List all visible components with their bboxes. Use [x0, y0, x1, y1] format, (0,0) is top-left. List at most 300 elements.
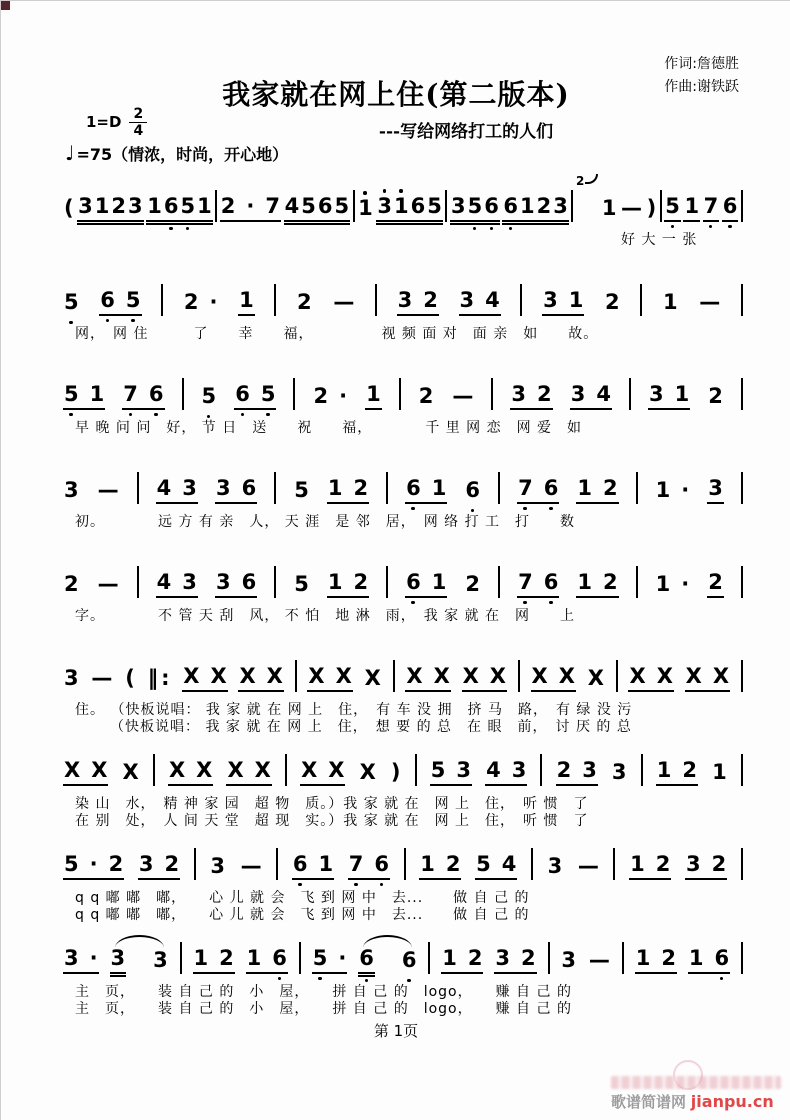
- lyrics-block: [63, 796, 743, 830]
- credits: [664, 53, 739, 99]
- note: 5: [312, 946, 328, 970]
- page-number: 第 1页: [373, 1022, 419, 1040]
- barline: [616, 660, 618, 692]
- note: 2: [708, 384, 723, 408]
- barline: [640, 284, 642, 316]
- note: 2: [219, 946, 234, 970]
- note: 2: [465, 572, 481, 596]
- note: 3: [397, 288, 413, 312]
- barline: [299, 942, 301, 974]
- score-line: [63, 454, 743, 548]
- note: 3: [459, 288, 475, 312]
- barline: [741, 378, 743, 410]
- note: ·: [339, 384, 348, 408]
- note-group: [547, 856, 564, 880]
- barline: [393, 660, 395, 692]
- note-group: [209, 856, 226, 880]
- barline: [660, 190, 662, 222]
- note: 6: [410, 194, 426, 218]
- barline: [215, 190, 217, 222]
- note: X: [335, 664, 352, 688]
- note: 1: [431, 570, 447, 594]
- barline: [629, 378, 631, 410]
- note-group: [234, 384, 276, 410]
- notes-row: [63, 548, 743, 602]
- lyric-row: 网， 网 住 了 幸 福， 视 频 面 对 面 亲 如 故。: [75, 326, 599, 342]
- note: 7: [348, 852, 364, 876]
- note-group: [685, 854, 727, 880]
- notes-row: [63, 172, 743, 226]
- note: X: [91, 758, 108, 782]
- barline: [386, 472, 388, 504]
- lyrics-block: [63, 232, 743, 249]
- barline: [445, 190, 447, 222]
- note-group: [168, 760, 213, 786]
- note: 6: [543, 476, 559, 500]
- note: X: [196, 758, 213, 782]
- note: 6: [100, 288, 115, 312]
- tempo-text: =75（情浓，时尚，开心地）: [76, 144, 289, 164]
- score-line: [63, 172, 743, 266]
- note: 5: [476, 852, 491, 876]
- note-group: [628, 666, 673, 692]
- barline: [274, 284, 276, 316]
- note: 3: [708, 476, 723, 500]
- barline: [194, 848, 196, 880]
- barline: [428, 942, 430, 974]
- note: 2: [655, 852, 671, 876]
- note: 3: [377, 194, 392, 218]
- barline: [741, 190, 743, 222]
- barline: [741, 566, 743, 598]
- note: 6: [722, 194, 738, 218]
- note-group: [656, 760, 698, 786]
- note-group: [576, 478, 618, 504]
- lyric-row: 字。 不 管 天 刮 风， 不 怕 地 淋 雨， 我 家 就 在 网 上: [75, 608, 576, 624]
- note-group: [430, 760, 472, 786]
- lyric-row: 初。 远 方 有 亲 人， 天 涯 是 邻 居， 网 络 打 工 打 数: [75, 514, 576, 530]
- note-group: [122, 762, 140, 786]
- note-group: [655, 480, 691, 504]
- barline: [274, 566, 276, 598]
- note-group: [63, 292, 80, 316]
- note: X: [122, 760, 139, 784]
- note-group: [587, 668, 605, 692]
- watermark-site-name: 歌谱简谱网: [611, 1093, 687, 1111]
- note: 5: [201, 384, 217, 408]
- note: ·: [681, 572, 690, 596]
- time-denominator: 4: [133, 122, 144, 139]
- note-group: [365, 384, 382, 410]
- lyric-row: 在 别 处， 人 间 天 堂 超 现 实。）我 家 就 在 网 上 住， 听 惯 了: [75, 813, 589, 829]
- note-group: [99, 290, 141, 316]
- note: X: [433, 664, 450, 688]
- note-group: [464, 574, 481, 598]
- note: —: [333, 290, 355, 314]
- note: 2: [313, 384, 329, 408]
- note: 3: [456, 758, 471, 782]
- score-line: [63, 548, 743, 642]
- note: ·: [89, 852, 98, 876]
- note-group: [312, 386, 348, 410]
- note: 6: [272, 946, 287, 970]
- lyrics-block: [63, 608, 743, 625]
- note: 1: [89, 382, 105, 406]
- barline: [161, 284, 163, 316]
- score: [1, 166, 790, 1018]
- watermark-domain: jianpu.cn: [690, 1092, 774, 1111]
- note: 3: [153, 948, 168, 972]
- repeat-sign: [147, 668, 172, 692]
- note: 1: [246, 946, 262, 970]
- note-group: [284, 196, 351, 222]
- score-line: [63, 642, 743, 736]
- lyrics-block: [63, 702, 743, 736]
- note: 2: [108, 852, 124, 876]
- note: 6: [317, 194, 333, 218]
- note: 2: [682, 758, 698, 782]
- note: X: [328, 758, 345, 782]
- note-group: [238, 666, 283, 692]
- barline: [386, 566, 388, 598]
- barline: [182, 378, 184, 410]
- note: —: [588, 948, 610, 972]
- note-group: [90, 668, 113, 692]
- note: 2: [183, 290, 199, 314]
- note: 1: [601, 196, 617, 220]
- note: 1: [318, 852, 334, 876]
- barline: [295, 660, 297, 692]
- note-group: [451, 386, 474, 410]
- lyrics-block: [63, 514, 743, 531]
- tie-group: [358, 948, 417, 974]
- note: 1: [635, 946, 651, 970]
- barline: [571, 190, 573, 222]
- note: (: [64, 196, 74, 220]
- barline: [548, 942, 550, 974]
- note: 2: [708, 570, 723, 594]
- note: 1: [655, 478, 671, 502]
- lyric-row: 主 页， 装 自 己 的 小 屋， 拼 自 己 的 logo， 赚 自 己 的: [75, 1001, 572, 1017]
- note: 3: [570, 382, 586, 406]
- notes-row: [63, 736, 743, 790]
- note: 4: [156, 476, 172, 500]
- note: 1: [147, 194, 162, 218]
- score-line: [63, 924, 743, 1018]
- barline: [636, 566, 638, 598]
- note: 1: [674, 382, 690, 406]
- header: [1, 1, 790, 166]
- note-group: [450, 196, 500, 222]
- note: 6: [241, 476, 257, 500]
- note-group: [418, 386, 435, 410]
- note: 3: [543, 288, 558, 312]
- note: 5: [294, 572, 309, 596]
- note: 1: [519, 194, 535, 218]
- note: 1: [358, 196, 373, 220]
- key-label: 1=D: [86, 113, 122, 131]
- note-group: [359, 762, 377, 786]
- note: 1: [712, 760, 727, 784]
- lyric-row: 染 山 水， 精 神 家 园 超 物 质。）我 家 就 在 网 上 住， 听 惯 了: [75, 796, 589, 812]
- note-group: [63, 384, 105, 410]
- note-group: [475, 854, 517, 880]
- barline: [622, 942, 624, 974]
- note: —: [699, 290, 721, 314]
- note: 2: [536, 194, 552, 218]
- note-group: [296, 292, 313, 316]
- note-group: [405, 572, 447, 598]
- note-group: [220, 196, 281, 222]
- barline: [741, 660, 743, 692]
- note: 1: [577, 476, 592, 500]
- note: 6: [406, 476, 421, 500]
- note-group: [577, 856, 600, 880]
- score-line: [63, 360, 743, 454]
- note-group: [405, 478, 447, 504]
- note: 7: [703, 194, 719, 218]
- note: 3: [182, 476, 197, 500]
- barline: [399, 378, 401, 410]
- note: 3: [182, 570, 197, 594]
- note-group: [707, 478, 724, 504]
- note-group: [63, 480, 80, 504]
- score-line: [63, 830, 743, 924]
- note: 6: [714, 946, 730, 970]
- lyric-row: 住。 （快板说唱： 我 家 就 在 网 上 住， 有 车 没 拥 挤 马 路， 有 绿 没 污: [75, 702, 633, 718]
- note-group: [588, 950, 611, 974]
- note: 6: [406, 570, 421, 594]
- note: (: [125, 666, 135, 690]
- watermark: [611, 1076, 781, 1112]
- note: 1: [630, 852, 645, 876]
- note-group: [517, 572, 559, 598]
- note: X: [301, 758, 318, 782]
- note: 2: [423, 288, 438, 312]
- note-group: [307, 666, 352, 692]
- note: 7: [518, 570, 533, 594]
- note-group: [685, 666, 730, 692]
- note-group: [405, 666, 450, 692]
- notes-row: [63, 924, 743, 978]
- note: 1: [327, 570, 343, 594]
- note: —: [621, 196, 643, 220]
- lyric-row: （快板说唱： 我 家 就 在 网 上 住， 想 要 的 总 在 眼 前， 讨 厌 的 总: [110, 719, 632, 735]
- note: 3: [561, 948, 577, 972]
- note-group: [240, 856, 263, 880]
- watermark-text: [611, 1091, 781, 1112]
- note-group: [502, 196, 569, 222]
- note: 2: [556, 758, 572, 782]
- note-group: [193, 948, 235, 974]
- note: 5: [64, 382, 79, 406]
- note: 2: [661, 946, 676, 970]
- note: 3: [495, 946, 510, 970]
- note: 2: [418, 384, 434, 408]
- note: 1: [94, 194, 110, 218]
- note: X: [712, 664, 730, 688]
- note: 3: [128, 194, 143, 218]
- note-group: [364, 668, 382, 692]
- note: 2: [602, 570, 618, 594]
- note: 6: [292, 852, 308, 876]
- note: 6: [543, 570, 559, 594]
- barline: [741, 754, 743, 786]
- watermark-blur: [611, 1076, 781, 1089]
- lyrics-block: [63, 420, 743, 437]
- barline: [636, 472, 638, 504]
- note-group: [683, 196, 700, 222]
- note: 7: [123, 382, 138, 406]
- note: 3: [685, 852, 701, 876]
- note-group: [485, 760, 527, 786]
- barline: [498, 472, 500, 504]
- note-group: [664, 196, 681, 222]
- note: ·: [338, 946, 347, 970]
- note: 1: [568, 288, 584, 312]
- note: 2: [537, 382, 552, 406]
- barline: [180, 942, 182, 974]
- note-group: [182, 666, 227, 692]
- note: —: [240, 854, 262, 878]
- note: 2: [353, 570, 369, 594]
- lyrics-block: [63, 984, 743, 1018]
- note: 3: [210, 854, 225, 878]
- note: 3: [215, 570, 231, 594]
- note: 1: [656, 758, 672, 782]
- note: 5: [125, 288, 141, 312]
- note: 2: [467, 946, 483, 970]
- note-group: [357, 198, 374, 222]
- note: X: [462, 664, 479, 688]
- note: 3: [648, 382, 664, 406]
- note: 4: [596, 382, 611, 406]
- note: 1: [662, 290, 678, 314]
- barline: [491, 378, 493, 410]
- note: 3: [110, 946, 126, 970]
- note: X: [308, 664, 325, 688]
- note: 1: [442, 946, 457, 970]
- note-group: [401, 950, 418, 974]
- note: 3: [611, 760, 627, 784]
- note: 6: [163, 194, 179, 218]
- note-group: [688, 948, 730, 974]
- notes-row: [63, 642, 743, 696]
- barline: [153, 754, 155, 786]
- note: 6: [241, 570, 257, 594]
- note-group: [97, 480, 120, 504]
- note: 1: [577, 570, 592, 594]
- note: X: [629, 664, 646, 688]
- note: 1: [431, 476, 447, 500]
- note: 4: [156, 570, 172, 594]
- barline: [741, 942, 743, 974]
- note: 3: [64, 478, 79, 502]
- note-group: [703, 196, 720, 222]
- note: —: [452, 384, 474, 408]
- note-group: [327, 478, 369, 504]
- note-group: [397, 290, 439, 316]
- notes-row: [63, 830, 743, 884]
- lyric-row: 主 页， 装 自 己 的 小 屋， 拼 自 己 的 logo， 赚 自 己 的: [75, 984, 572, 1000]
- note-group: [152, 950, 169, 974]
- note: X: [210, 664, 227, 688]
- note: 5: [467, 194, 483, 218]
- note: —: [577, 854, 599, 878]
- note: ·: [681, 478, 690, 502]
- note: X: [359, 760, 376, 784]
- note: X: [254, 758, 271, 782]
- note-group: [122, 384, 164, 410]
- note-group: [517, 478, 559, 504]
- note: 3: [64, 946, 79, 970]
- note: 3: [215, 476, 231, 500]
- note: 5: [301, 194, 316, 218]
- note-group: [183, 292, 219, 316]
- note-group: [604, 292, 621, 316]
- note-group: [531, 666, 576, 692]
- note: 2: [711, 852, 727, 876]
- note-group: [441, 948, 483, 974]
- note-group: [635, 948, 677, 974]
- barline: [137, 566, 139, 598]
- note: X: [64, 758, 81, 782]
- note-group: [698, 292, 721, 316]
- note: 3: [138, 852, 154, 876]
- note: 5: [64, 290, 79, 314]
- note: 3: [450, 194, 466, 218]
- note-group: [601, 198, 618, 222]
- note-group: [646, 198, 658, 222]
- note: 6: [484, 194, 499, 218]
- note: 2: [353, 476, 369, 500]
- note-group: [97, 574, 120, 598]
- note-group: [201, 386, 218, 410]
- note: X: [168, 758, 186, 782]
- note-group: [293, 480, 310, 504]
- note: 2: [64, 572, 79, 596]
- note: 1: [655, 572, 671, 596]
- note-group: [556, 760, 598, 786]
- note: 1: [420, 852, 435, 876]
- tempo-marking: [65, 140, 790, 166]
- note-group: [226, 760, 271, 786]
- note: 1: [684, 194, 700, 218]
- note: 3: [547, 854, 563, 878]
- lyric-row: q q 嘟 嘟 嘟， 心 儿 就 会 飞 到 网 中 去... 做 自 己 的: [75, 907, 530, 923]
- note: 4: [486, 758, 501, 782]
- note-group: [215, 478, 257, 504]
- note: 2: [164, 852, 180, 876]
- note: 6: [235, 382, 250, 406]
- lyric-row: 早 晚 问 问 好， 节 日 送 祝 福， 千 里 网 恋 网 爱 如: [75, 420, 583, 436]
- note: 1: [193, 946, 209, 970]
- note: X: [558, 664, 575, 688]
- barline: [274, 472, 276, 504]
- note: 4: [485, 288, 500, 312]
- note: X: [685, 664, 702, 688]
- note: 6: [401, 948, 417, 972]
- note: ·: [89, 946, 98, 970]
- note-group: [63, 668, 80, 692]
- note: 3: [511, 382, 527, 406]
- note-group: [63, 948, 99, 974]
- grace-note: 2: [576, 174, 598, 188]
- note-group: [510, 384, 552, 410]
- note: X: [239, 664, 256, 688]
- lyric-row: q q 嘟 嘟 嘟， 心 儿 就 会 飞 到 网 中 去... 做 自 己 的: [75, 890, 530, 906]
- note-group: [332, 292, 355, 316]
